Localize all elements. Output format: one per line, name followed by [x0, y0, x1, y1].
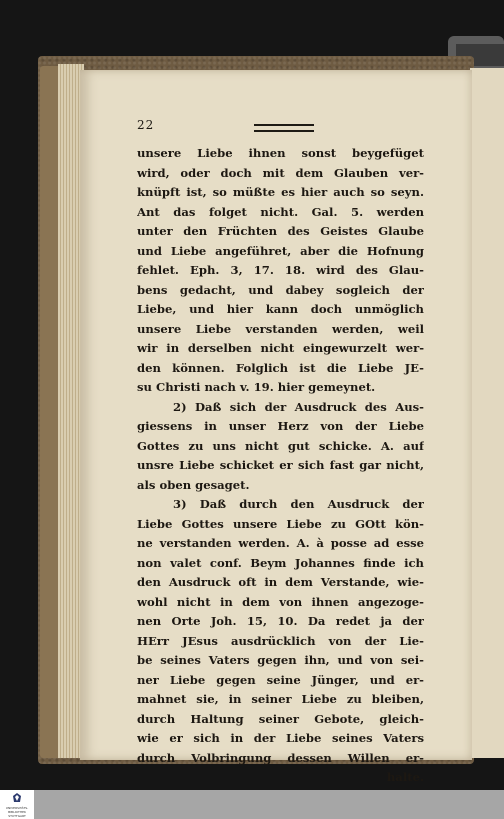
text-line: Liebe, und hier kann doch unmöglich — [137, 302, 424, 316]
library-crest-icon — [12, 793, 22, 803]
text-line: nen Orte Joh. 15, 10. Da redet ja der — [137, 614, 424, 628]
text-line: be seines Vaters gegen ihn, und von sei- — [137, 653, 424, 667]
viewer-footer-bar — [0, 790, 504, 819]
text-line: den können. Folglich ist die Liebe JE- — [137, 360, 424, 375]
text-line: wohl nicht in dem von ihnen angezoge- — [137, 594, 424, 609]
text-line: wie er sich in der Liebe seines Vaters — [137, 731, 424, 745]
text-line: Gottes zu uns nicht gut schicke. A. auf — [137, 438, 424, 453]
text-line: unsere Liebe verstanden werden, weil — [137, 321, 424, 336]
text-line: durch Volbringung dessen Willen er- — [137, 750, 424, 765]
text-line: fehlet. Eph. 3, 17. 18. wird des Glau- — [137, 263, 424, 277]
text-line: knüpft ist, so müßte es hier auch so seyn. — [137, 185, 424, 199]
text-line: als oben gesaget. — [137, 477, 250, 492]
text-line: 3) Daß durch den Ausdruck der — [173, 497, 424, 511]
text-line: Liebe Gottes unsere Liebe zu GOtt kön- — [137, 516, 424, 531]
text-line: bens gedacht, und dabey sogleich der — [137, 282, 424, 297]
text-line: halte. — [386, 770, 424, 784]
text-line: unsere Liebe ihnen sonst beygefüget — [137, 146, 424, 160]
page-number: 22 — [137, 118, 155, 132]
text-line: wird, oder doch mit dem Glauben ver- — [137, 165, 424, 180]
facing-page-edge — [470, 68, 504, 758]
page-text — [137, 144, 424, 788]
text-line: unsre Liebe schicket er sich fast gar nicht, — [137, 458, 424, 472]
text-line: und Liebe angeführet, aber die Hofnung — [137, 243, 424, 258]
text-line: non valet conf. Beym Johannes finde ich — [137, 555, 424, 570]
text-line: giessens in unser Herz von der Liebe — [137, 419, 424, 433]
text-line: su Christi nach v. 19. hier gemeynet. — [137, 380, 376, 394]
text-line: unter den Früchten des Geistes Glaube — [137, 224, 424, 238]
library-logo-text: UNIVERSITÄTS- BIBLIOTHEK STUTTGART — [5, 806, 29, 818]
text-line: 2) Daß sich der Ausdruck des Aus- — [173, 399, 424, 414]
text-line: den Ausdruck oft in dem Verstande, wie- — [137, 575, 424, 589]
text-line: HErr JEsus ausdrücklich von der Lie- — [137, 633, 424, 648]
text-line: wir in derselben nicht eingewurzelt wer- — [137, 341, 424, 355]
text-line: Ant das folget nicht. Gal. 5. werden — [137, 204, 424, 219]
text-line: mahnet sie, in seiner Liebe zu bleiben, — [137, 692, 424, 706]
header-ornament — [254, 124, 314, 132]
text-line: durch Haltung seiner Gebote, gleich- — [137, 711, 424, 726]
text-line: ne verstanden werden. A. à posse ad esse — [137, 536, 424, 550]
text-line: ner Liebe gegen seine Jünger, und er- — [137, 672, 424, 687]
